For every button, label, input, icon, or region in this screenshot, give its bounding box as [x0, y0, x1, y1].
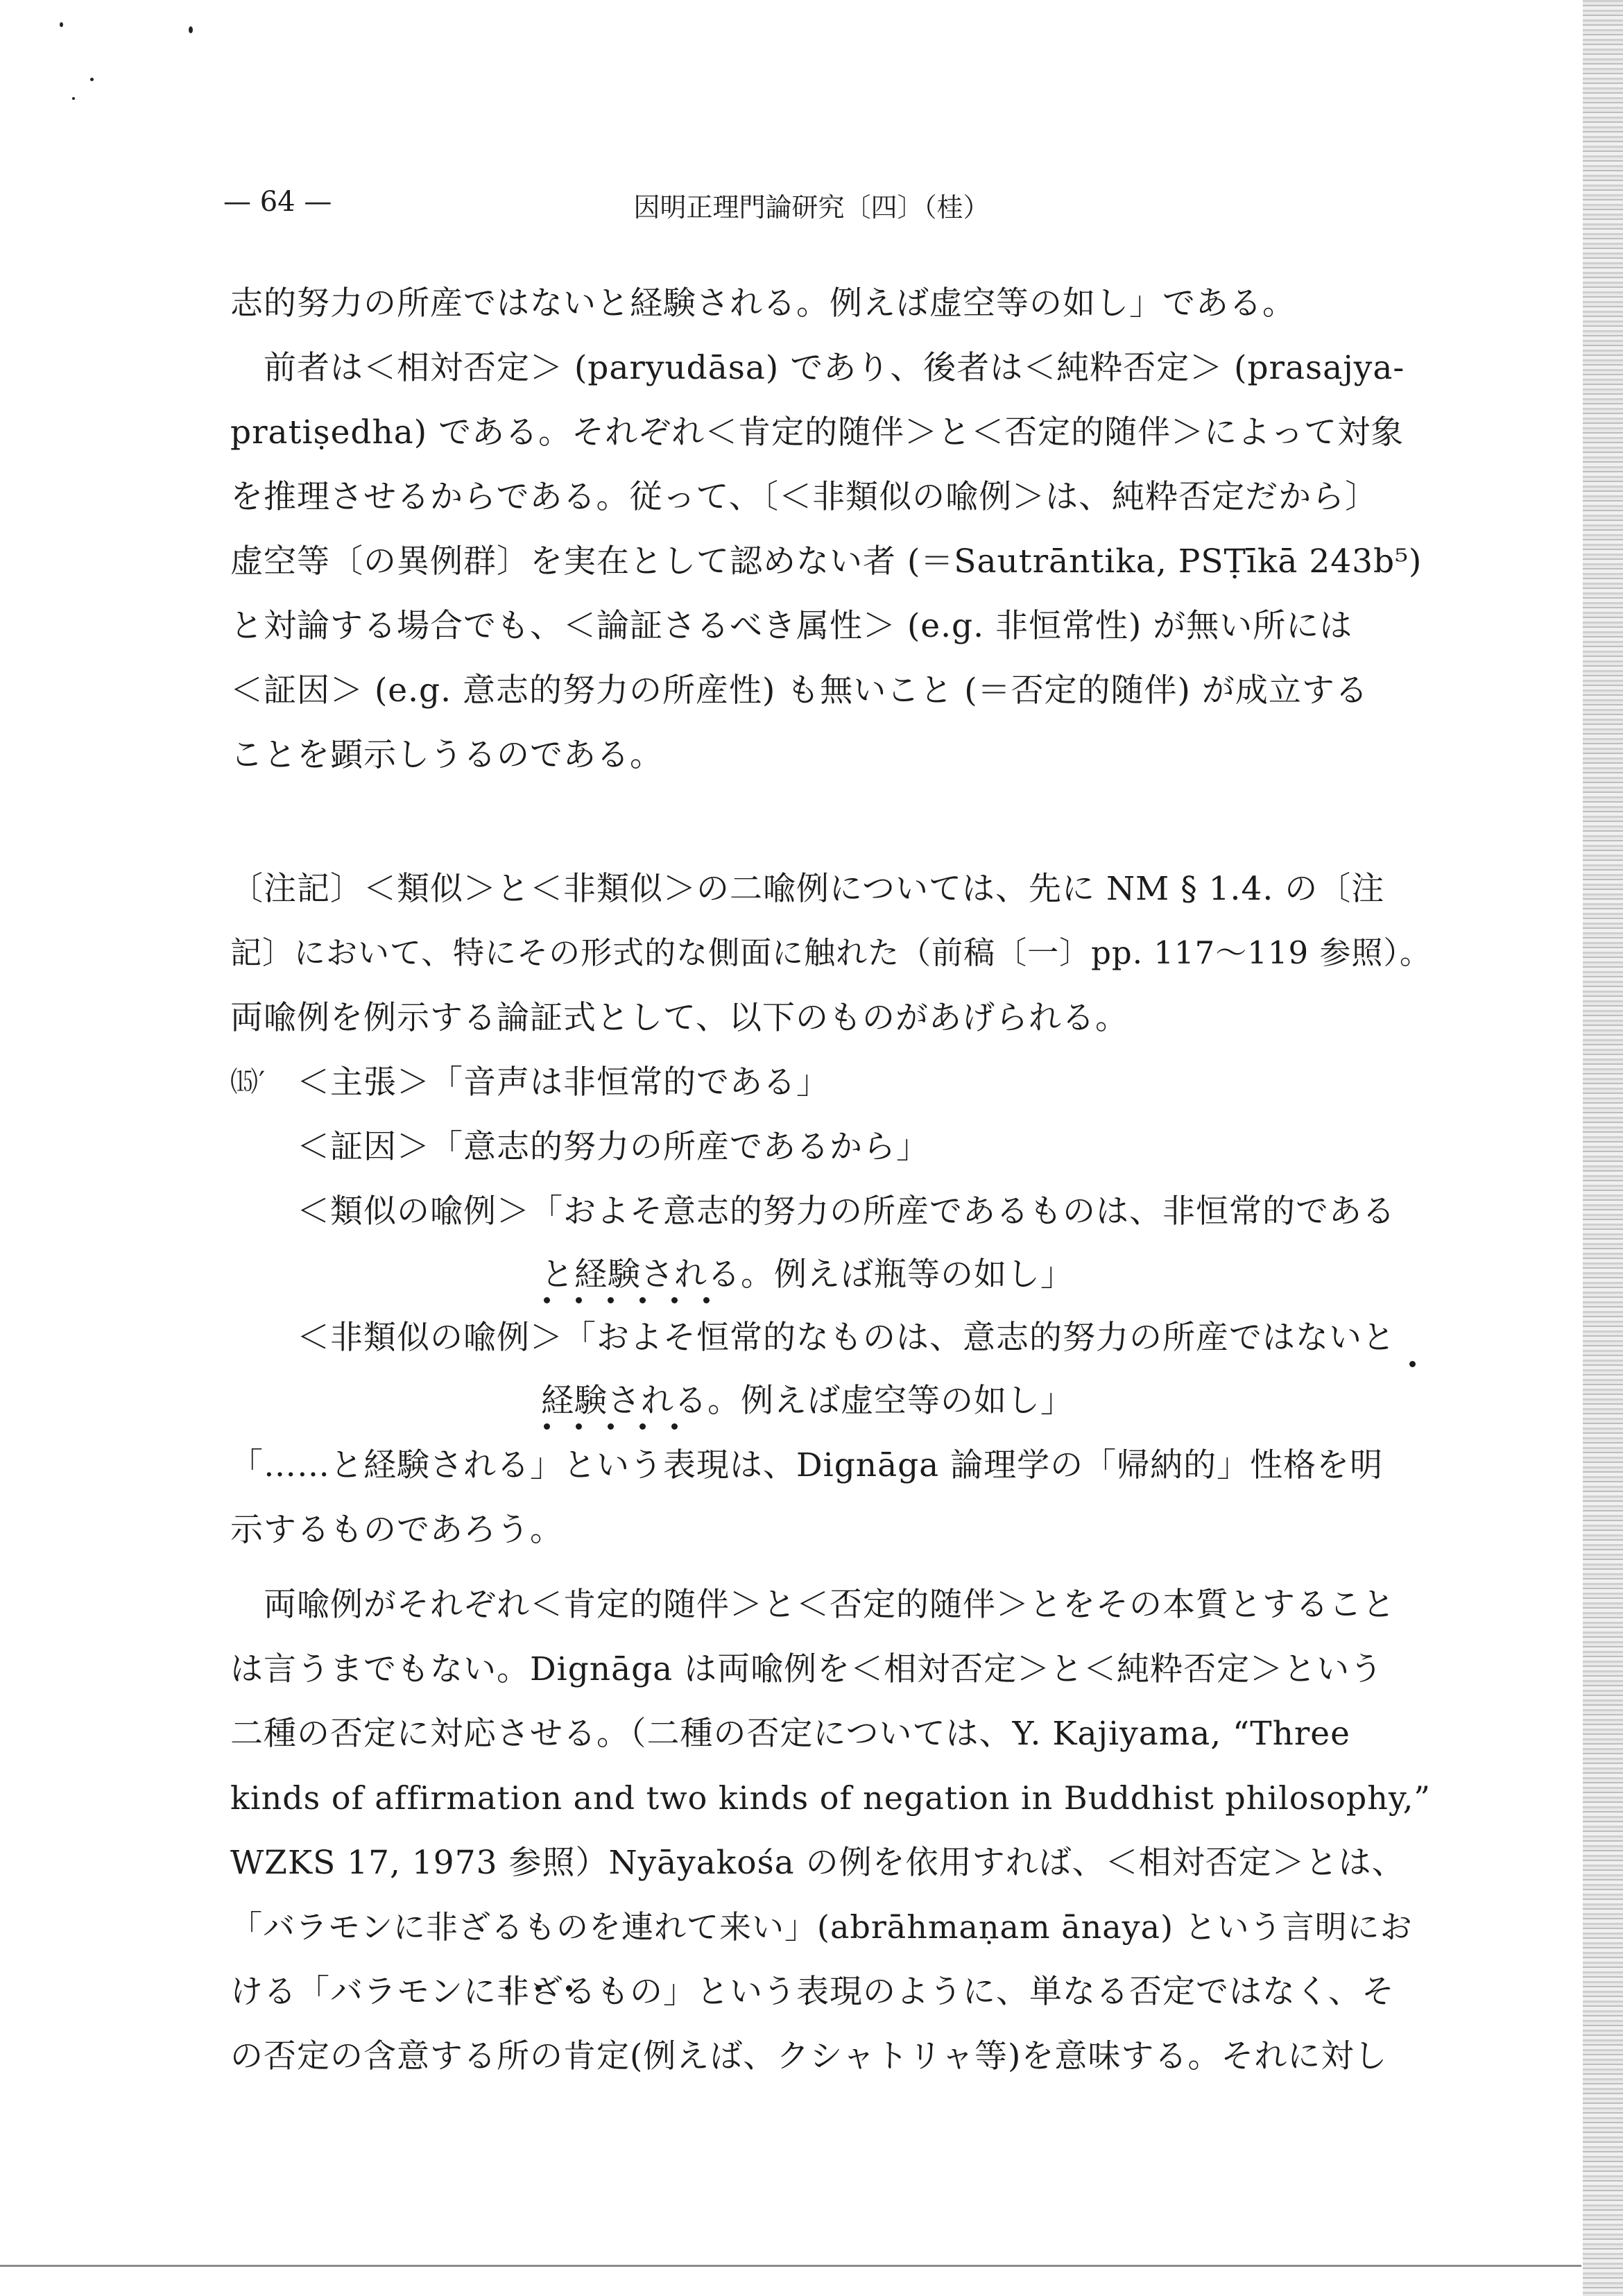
body-line: ことを顕示しうるのである。 — [230, 736, 663, 774]
emphasis-dot — [639, 1423, 646, 1430]
body-line: 二種の否定に対応させる。（二種の否定については、Y. Kajiyama, “Three — [230, 1715, 1350, 1753]
note-line: 〔注記〕＜類似＞と＜非類似＞の二喩例については、先に NM § 1.4. の〔注 — [230, 870, 1385, 908]
body-line: と対論する場合でも、＜論証さるべき属性＞ (e.g. 非恒常性) が無い所には — [230, 607, 1353, 645]
running-title: 因明正理門論研究〔四〕（桂） — [633, 192, 990, 223]
note-line: 両喩例を例示する論証式として、以下のものがあげられる。 — [230, 999, 1129, 1037]
scan-edge-shadow — [1583, 0, 1623, 2296]
emphasis-dot — [671, 1297, 678, 1303]
page-bottom-rule — [0, 2265, 1581, 2267]
emphasis-dot — [1409, 1361, 1416, 1367]
emphasis-dot — [671, 1423, 678, 1430]
emphasis-dot — [576, 1423, 582, 1430]
emphasis-dot — [608, 1423, 614, 1430]
body-line: 前者は＜相対否定＞ (paryudāsa) であり、後者は＜純粋否定＞ (prasajya- — [264, 349, 1405, 387]
scan-speck — [72, 97, 75, 100]
emphasis-dot — [544, 1423, 550, 1430]
body-line: の否定の含意する所の肯定(例えば、クシャトリャ等)を意味する。それに対し — [230, 2037, 1388, 2075]
body-line: 両喩例がそれぞれ＜肯定的随伴＞と＜否定的随伴＞とをその本質とすること — [264, 1586, 1396, 1624]
body-line: を推理させるからである。従って、〔＜非類似の喩例＞は、純粋否定だから〕 — [230, 478, 1379, 516]
syllogism-dissimilar-example-cont: 経験される。例えば虚空等の如し」 — [541, 1382, 1074, 1420]
body-line: 示するものであろう。 — [230, 1511, 563, 1549]
body-line: は言うまでもない。Dignāga は両喩例を＜相対否定＞と＜純粋否定＞という — [230, 1650, 1384, 1688]
scan-speck — [189, 26, 193, 33]
body-line: ける「バラモンに非ざるもの」という表現のように、単なる否定ではなく、そ — [230, 1973, 1396, 2011]
syllogism-similar-example: ＜類似の喩例＞「およそ意志的努力の所産であるものは、非恒常的である — [297, 1192, 1396, 1231]
emphasis-dot — [608, 1297, 614, 1303]
emphasis-dot — [544, 1297, 550, 1303]
syllogism-thesis: ＜主張＞「音声は非恒常的である」 — [297, 1063, 830, 1102]
body-line: ＜証因＞ (e.g. 意志的努力の所産性) も無いこと (＝否定的随伴) が成立する — [230, 671, 1368, 710]
syllogism-similar-example-cont: と経験される。例えば瓶等の如し」 — [541, 1256, 1074, 1294]
body-line: 虚空等〔の異例群〕を実在として認めない者 (＝Sautrāntika, PSṬīkā 243b⁵) — [230, 542, 1423, 581]
syllogism-number: ⒂′ — [230, 1066, 266, 1098]
emphasis-dot — [703, 1297, 710, 1303]
body-line: pratiṣedha) である。それぞれ＜肯定的随伴＞と＜否定的随伴＞によって対象 — [230, 413, 1405, 452]
syllogism-dissimilar-example: ＜非類似の喩例＞「およそ恒常的なものは、意志的努力の所産ではないと — [297, 1319, 1396, 1357]
body-line: kinds of affirmation and two kinds of negation in Buddhist philosophy,” — [230, 1779, 1431, 1817]
scan-speck — [90, 78, 94, 81]
body-line: 「バラモンに非ざるものを連れて来い」(abrāhmaṇam ānaya) という言明にお — [230, 1908, 1413, 1946]
syllogism-reason: ＜証因＞「意志的努力の所産であるから」 — [297, 1128, 929, 1166]
body-line: WZKS 17, 1973 参照）Nyāyakośa の例を依用すれば、＜相対否定＞とは、 — [230, 1844, 1405, 1882]
page-number: — 64 — — [223, 186, 332, 218]
note-line: 記〕において、特にその形式的な側面に触れた（前稿〔一〕pp. 117～119 参照）。 — [230, 934, 1432, 971]
scan-speck — [60, 22, 63, 27]
emphasis-dot — [576, 1297, 582, 1303]
body-line: 志的努力の所産ではないと経験される。例えば虚空等の如し」である。 — [230, 284, 1296, 323]
body-line: 「……と経験される」という表現は、Dignāga 論理学の「帰納的」性格を明 — [230, 1446, 1384, 1484]
emphasis-dot — [639, 1297, 646, 1303]
